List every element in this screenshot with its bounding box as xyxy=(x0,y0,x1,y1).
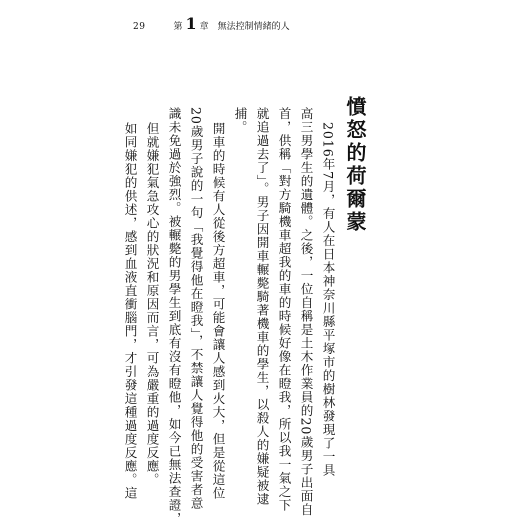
body-column: 2016年7月，有人在日本神奈川縣平塚市的樹林發現了一具 xyxy=(320,122,336,478)
body-column: 20歲男子說的一句「我覺得他在瞪我」，不禁讓人覺得他的受害者意 xyxy=(188,107,204,511)
running-header xyxy=(133,14,290,33)
section-heading: 憤怒的荷爾蒙 xyxy=(343,96,367,234)
body-column: 就追過去了」。男子因開車輾斃騎著機車的學生，以殺人的嫌疑被逮 xyxy=(254,107,270,506)
body-column: 捕。 xyxy=(232,107,248,134)
chapter-number: 1 xyxy=(185,14,197,33)
chapter-prefix: 第 xyxy=(173,22,183,32)
chapter-suffix: 章 xyxy=(199,22,209,32)
body-column: 高三男學生的遺體。之後，一位自稱是土木作業員的20歲男子出面自 xyxy=(298,107,314,517)
body-column: 開車的時候有人從後方超車，可能會讓人感到火大，但是從這位 xyxy=(210,122,226,500)
body-column: 識未免過於強烈。被輾斃的男學生到底有沒有瞪他，如今已無法查證， xyxy=(166,107,182,526)
chapter-title: 無法控制情緒的人 xyxy=(217,22,290,32)
body-column: 但就嫌犯氣急攻心的狀況和原因而言，可為嚴重的過度反應。 xyxy=(144,122,160,487)
body-column: 如同嫌犯的供述，感到血液直衝腦門，才引發這種過度反應。這 xyxy=(122,122,138,500)
body-column: 首，供稱「對方騎機車超我的車的時候好像在瞪我，所以我一氣之下 xyxy=(276,107,292,512)
page-number: 29 xyxy=(133,22,146,32)
